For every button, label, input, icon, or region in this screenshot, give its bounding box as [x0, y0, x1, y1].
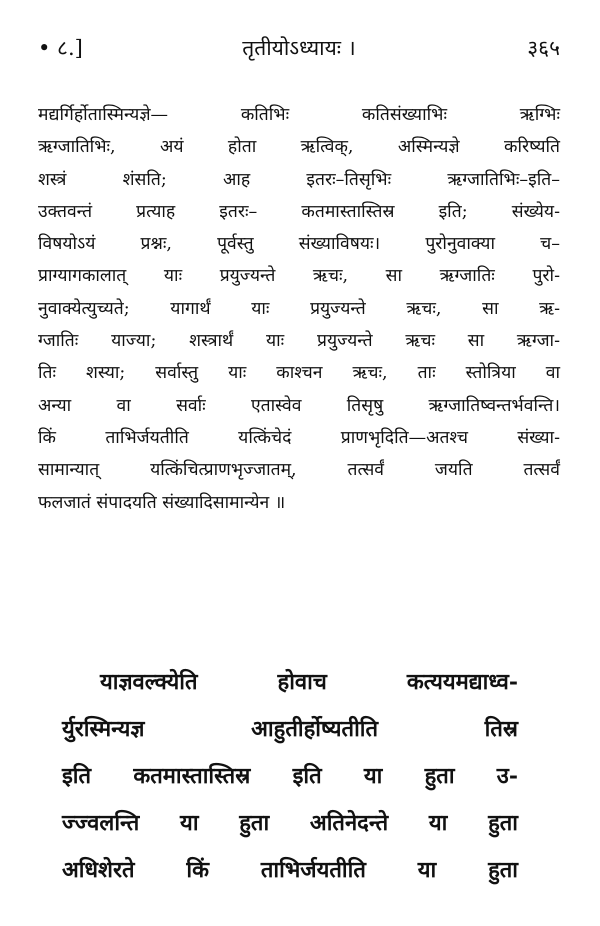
- mula-line: ज्ज्वलन्ति या हुता अतिनेदन्ते या हुता: [62, 810, 518, 836]
- mula-line: र्युरस्मिन्यज्ञ आहुतीर्होष्यतीति तिस्र: [62, 716, 518, 742]
- commentary-line: अन्या वा सर्वाः एतास्वेव तिसृषु ऋग्जातिष्वन्तर्भवन्ति।: [38, 395, 560, 416]
- commentary-block: [38, 99, 560, 519]
- commentary-line: विषयोऽयं प्रश्नः, पूर्वस्तु संख्याविषयः। पुरोनुवाक्या च–: [38, 234, 560, 255]
- commentary-line: ग्जातिः याज्या; शस्त्रार्थं याः प्रयुज्यन्ते ऋचः सा ऋग्जा-: [38, 331, 560, 352]
- page-number: ३६५: [527, 36, 560, 60]
- mula-line: अधिशेरते किं ताभिर्जयतीति या हुता: [62, 857, 518, 883]
- commentary-line: मद्यर्गिर्होतास्मिन्यज्ञे— कतिभिः कतिसंख्याभिः ऋग्भिः: [38, 105, 560, 125]
- commentary-line-last: फलजातं संपादयति संख्यादिसामान्येन ॥: [38, 492, 286, 513]
- page-header: [38, 30, 560, 66]
- mula-line: इति कतमास्तास्तिस्र इति या हुता उ-: [62, 763, 518, 789]
- mula-line: याज्ञवल्क्येति होवाच कत्ययमद्याध्व-: [100, 669, 518, 695]
- commentary-line: उक्तवन्तं प्रत्याह इतरः– कतमास्तास्तिस्र इति; संख्येय-: [38, 201, 560, 222]
- chapter-title: तृतीयोऽध्यायः ।: [242, 36, 356, 60]
- section-number: • ८.]: [38, 36, 83, 60]
- commentary-line: तिः शस्या; सर्वास्तु याः काश्चन ऋचः, ताः स्तोत्रिया वा: [38, 363, 560, 384]
- commentary-line: ऋग्जातिभिः, अयं होता ऋत्विक्, अस्मिन्यज्ञे करिष्यति: [38, 137, 560, 158]
- commentary-line: नुवाक्येत्युच्यते; यागार्थं याः प्रयुज्यन्ते ऋचः, सा ऋ-: [38, 298, 560, 319]
- mula-text-block: [62, 659, 518, 894]
- commentary-line: किं ताभिर्जयतीति यत्किंचेदं प्राणभृदिति—अतश्च संख्या-: [38, 427, 560, 448]
- commentary-line: सामान्यात् यत्किंचित्प्राणभृज्जातम्, तत्सर्वं जयति तत्सर्वं: [38, 460, 560, 481]
- commentary-line: शस्त्रं शंसति; आह इतरः–तिसृभिः ऋग्जातिभिः–इति–: [38, 169, 560, 190]
- commentary-line: प्राग्यागकालात् याः प्रयुज्यन्ते ऋचः, सा ऋग्जातिः पुरो-: [38, 266, 560, 287]
